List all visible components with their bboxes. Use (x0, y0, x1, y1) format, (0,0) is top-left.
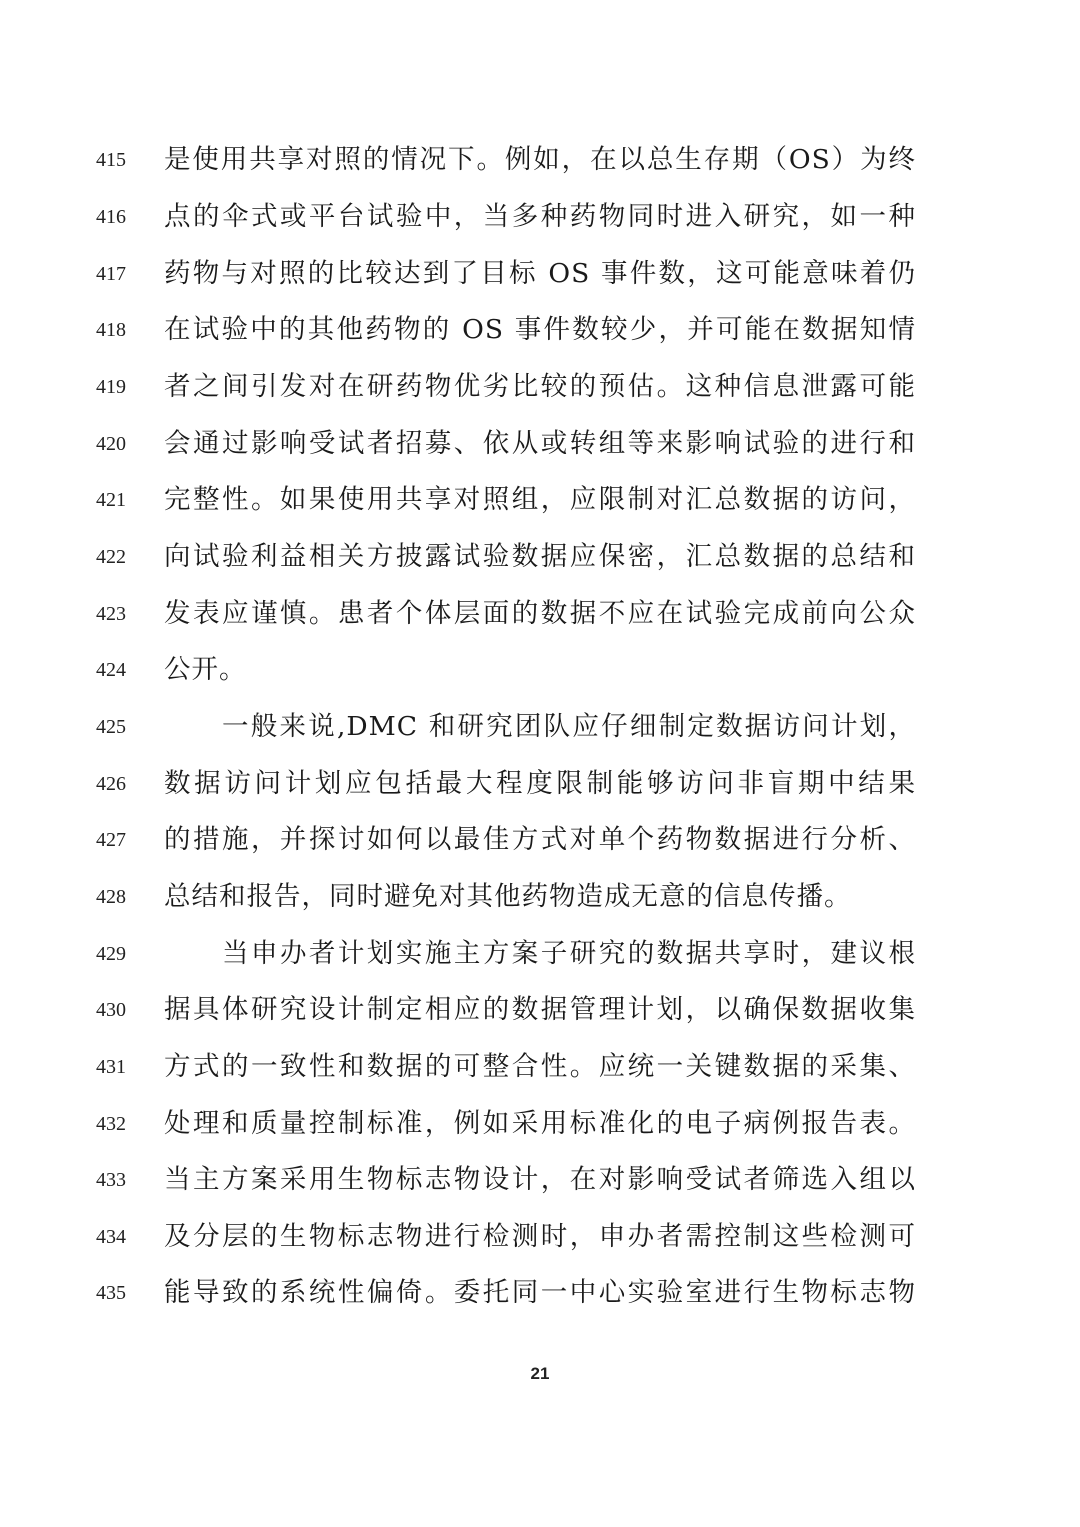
text-line (0, 1047, 1080, 1087)
text-line (0, 934, 1080, 974)
line-number: 419 (96, 376, 126, 398)
line-text: 会通过影响受试者招募、依从或转组等来影响试验的进行和 (164, 428, 916, 459)
text-line (0, 707, 1080, 747)
text-line (0, 537, 1080, 577)
line-text: 处理和质量控制标准，例如采用标准化的电子病例报告表。 (164, 1108, 916, 1139)
line-number: 432 (96, 1113, 126, 1135)
line-text: 药物与对照的比较达到了目标 OS 事件数，这可能意味着仍 (164, 258, 916, 289)
line-text: 发表应谨慎。患者个体层面的数据不应在试验完成前向公众 (164, 598, 916, 629)
line-number: 420 (96, 433, 126, 455)
page-number: 21 (530, 1364, 550, 1383)
line-text: 者之间引发对在研药物优劣比较的预估。这种信息泄露可能 (164, 371, 916, 402)
text-line (0, 1104, 1080, 1144)
text-line (0, 764, 1080, 804)
text-line (0, 594, 1080, 634)
text-line (0, 820, 1080, 860)
line-text: 向试验利益相关方披露试验数据应保密，汇总数据的总结和 (164, 541, 916, 572)
text-line (0, 1273, 1080, 1313)
line-text: 据具体研究设计制定相应的数据管理计划，以确保数据收集 (164, 994, 916, 1025)
text-line (0, 480, 1080, 520)
line-number: 424 (96, 659, 126, 681)
line-text: 完整性。如果使用共享对照组，应限制对汇总数据的访问， (164, 484, 916, 515)
text-line (0, 140, 1080, 180)
line-number: 425 (96, 716, 126, 738)
text-line (0, 877, 1080, 917)
line-text: 能导致的系统性偏倚。委托同一中心实验室进行生物标志物 (164, 1277, 916, 1308)
text-line (0, 254, 1080, 294)
text-line (0, 650, 1080, 690)
line-text: 方式的一致性和数据的可整合性。应统一关键数据的采集、 (164, 1051, 916, 1082)
line-number: 418 (96, 319, 126, 341)
line-text: 的措施，并探讨如何以最佳方式对单个药物数据进行分析、 (164, 824, 916, 855)
line-number: 422 (96, 546, 126, 568)
text-line (0, 310, 1080, 350)
line-number: 421 (96, 489, 126, 511)
text-line (0, 424, 1080, 464)
line-number: 417 (96, 263, 126, 285)
line-text: 在试验中的其他药物的 OS 事件数较少，并可能在数据知情 (164, 314, 916, 345)
line-text: 数据访问计划应包括最大程度限制能够访问非盲期中结果 (164, 768, 916, 799)
text-line (0, 197, 1080, 237)
text-line (0, 990, 1080, 1030)
line-text: 当申办者计划实施主方案子研究的数据共享时，建议根 (222, 938, 916, 969)
text-line (0, 1160, 1080, 1200)
line-number: 433 (96, 1169, 126, 1191)
line-number: 430 (96, 999, 126, 1021)
line-text: 是使用共享对照的情况下。例如，在以总生存期（OS）为终 (164, 144, 916, 175)
line-number: 427 (96, 829, 126, 851)
line-number: 428 (96, 886, 126, 908)
line-number: 423 (96, 603, 126, 625)
text-line (0, 367, 1080, 407)
line-number: 434 (96, 1226, 126, 1248)
line-number: 415 (96, 149, 126, 171)
line-number: 431 (96, 1056, 126, 1078)
line-text: 总结和报告，同时避免对其他药物造成无意的信息传播。 (164, 881, 852, 912)
line-text: 当主方案采用生物标志物设计，在对影响受试者筛选入组以 (164, 1164, 916, 1195)
line-number: 426 (96, 773, 126, 795)
line-text: 一般来说,DMC 和研究团队应仔细制定数据访问计划， (222, 711, 916, 742)
text-line (0, 1217, 1080, 1257)
line-number: 429 (96, 943, 126, 965)
line-text: 公开。 (164, 654, 247, 685)
line-text: 及分层的生物标志物进行检测时，申办者需控制这些检测可 (164, 1221, 916, 1252)
line-text: 点的伞式或平台试验中，当多种药物同时进入研究，如一种 (164, 201, 916, 232)
line-number: 435 (96, 1282, 126, 1304)
line-number: 416 (96, 206, 126, 228)
